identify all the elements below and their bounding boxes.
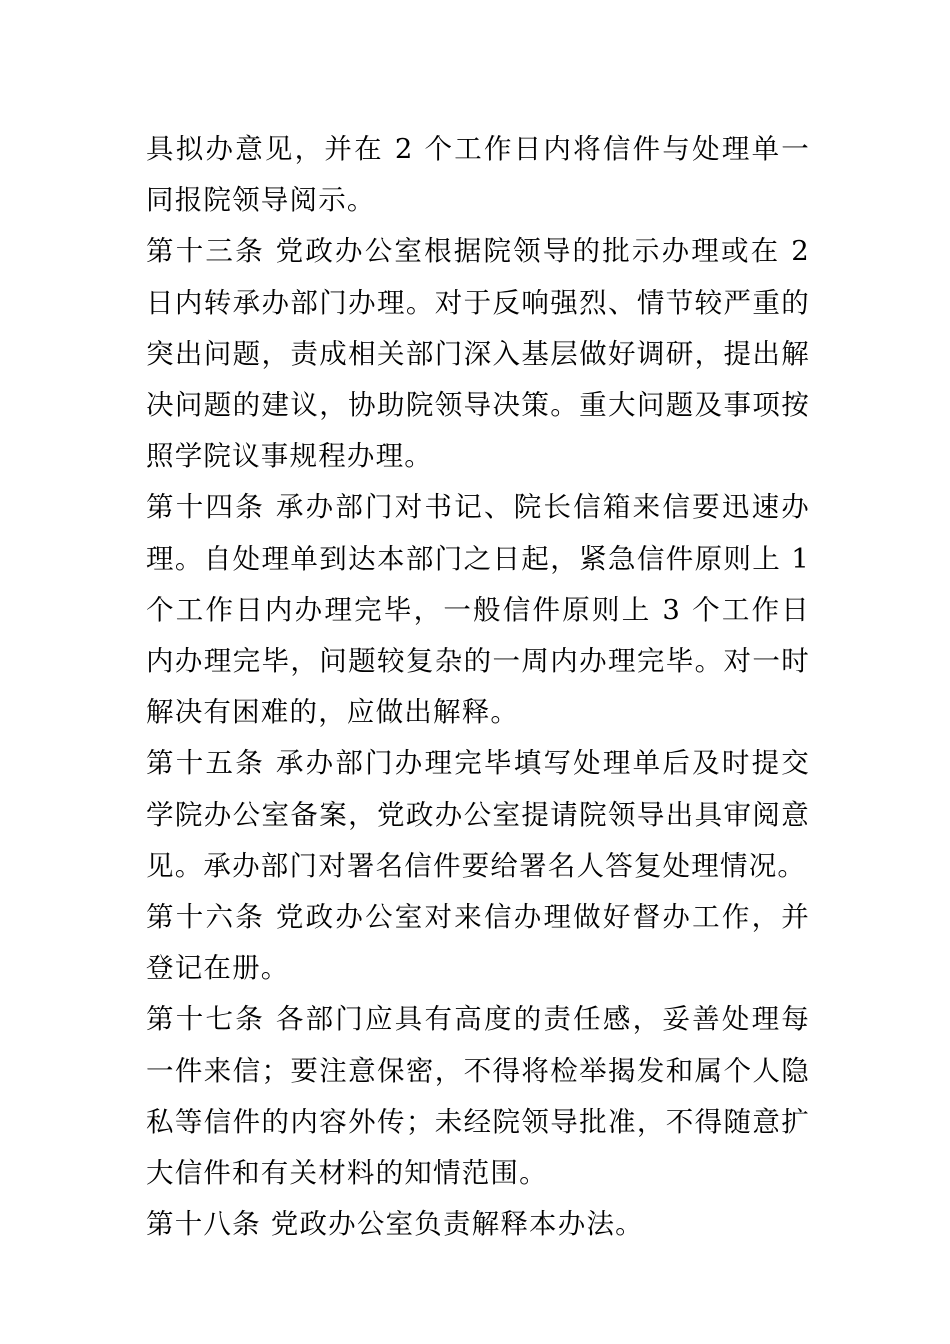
document-body	[146, 124, 810, 1250]
article-17-paragraph: 第十七条 各部门应具有高度的责任感，妥善处理每一件来信；要注意保密，不得将检举揭发和属个人隐私等信件的内容外传；未经院领导批准，不得随意扩大信件和有关材料的知情范围。	[146, 1003, 810, 1190]
paragraph-continuation: 具拟办意见，并在 2 个工作日内将信件与处理单一同报院领导阅示。	[146, 133, 810, 217]
article-15-paragraph: 第十五条 承办部门办理完毕填写处理单后及时提交学院办公室备案，党政办公室提请院领导出具审阅意见。承办部门对署名信件要给署名人答复处理情况。	[146, 747, 810, 882]
article-13-paragraph: 第十三条 党政办公室根据院领导的批示办理或在 2 日内转承办部门办理。对于反响强烈、情节较严重的突出问题，责成相关部门深入基层做好调研，提出解决问题的建议，协助院领导决策。重大问题及事项按照学院议事规程办理。	[146, 235, 810, 473]
article-18-paragraph: 第十八条 党政办公室负责解释本办法。	[146, 1208, 644, 1241]
article-16-paragraph: 第十六条 党政办公室对来信办理做好督办工作，并登记在册。	[146, 901, 810, 985]
article-14-paragraph: 第十四条 承办部门对书记、院长信箱来信要迅速办理。自处理单到达本部门之日起，紧急信件原则上 1 个工作日内办理完毕，一般信件原则上 3 个工作日内办理完毕，问题较复杂的一周内办理完毕。对一时解决有困难的，应做出解释。	[146, 491, 810, 729]
